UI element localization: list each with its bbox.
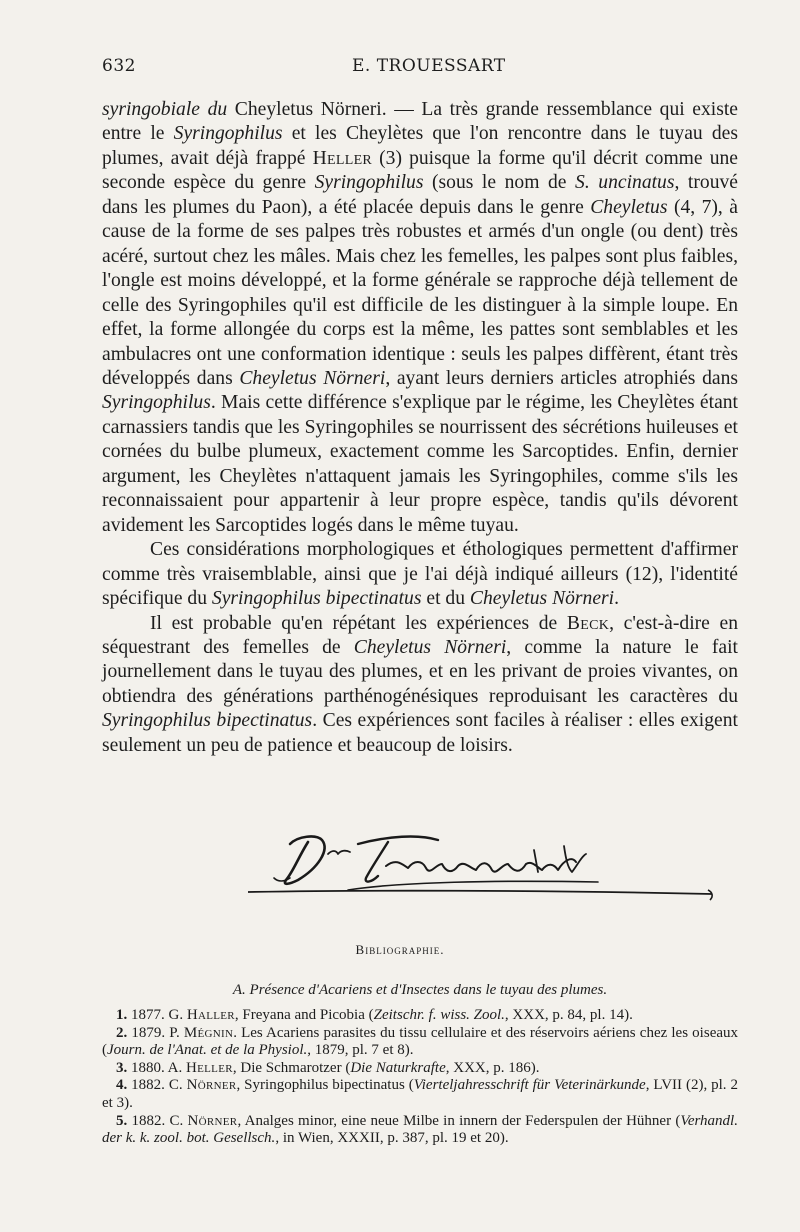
text-run: et du [421, 588, 470, 610]
text-run: , comme la nature le fait journellement dans le tuyau des plumes, et en les privant de proies vivantes, on obtiendra des générations parthénogénésiques reproduisant les caractères du [102, 636, 738, 707]
italic-run: Vierteljahresschrift für Veterinärkunde [413, 1077, 646, 1094]
text-run: 1882. C. [127, 1112, 188, 1129]
author-name: Heller [186, 1059, 233, 1076]
text-run: , Syringophilus bipectinatus ( [236, 1077, 414, 1094]
text-run: Cheyletus Nörneri. — La très grande ressemblance qui existe entre le [102, 99, 739, 145]
running-title: E. TROUESSART [352, 56, 506, 76]
text-run: 1879. P. [127, 1024, 184, 1041]
text-run: , c'est-à-dire en séquestrant des femelles de [102, 612, 738, 658]
text-run: 1882. C. [127, 1077, 187, 1094]
author-name: Haller [186, 1007, 235, 1023]
bibliography-entry-2 [102, 1025, 738, 1060]
text-run: , Analges minor, eine neue Milbe in innern der Federspulen der Hühner ( [237, 1112, 681, 1129]
italic-run: Syringophilus [102, 392, 211, 414]
text-run: Il est probable qu'en répétant les expériences de [150, 612, 567, 634]
paragraph-3 [102, 612, 738, 759]
author-name: Nörner [187, 1112, 238, 1129]
bibliography-entry-4 [102, 1077, 738, 1112]
text-run: , in Wien, XXXII, p. 387, pl. 19 et 20). [275, 1130, 509, 1147]
text-run: et les Cheylètes que l'on rencontre dans le tuyau des plumes, avait déjà frappé [102, 123, 738, 169]
entry-number: 3. [116, 1059, 128, 1076]
paragraph-2 [102, 538, 738, 611]
bibliography-list [102, 1007, 738, 1148]
italic-run: Cheyletus Nörneri [353, 636, 507, 658]
text-run: , Freyana and Picobia ( [234, 1007, 374, 1023]
text-run: , Die Schmarotzer ( [232, 1059, 351, 1076]
author-name: Nörner [186, 1077, 237, 1094]
text-run: , LVII (2), pl. 2 et 3). [102, 1077, 738, 1111]
text-run: . Mais cette différence s'explique par le régime, les Cheylètes étant carnassiers tandis que les Syringophiles se nourrissent des sécrétions huileuses et cornées du bulbe plumeux, exactement comme les Sarcoptides. Enfin, dernier argument, les Cheylètes n'attaquent jamais les Syringophiles, comme s'ils les reconnaissaient pour appartenir à leur propre espèce, tandis qu'ils dévorent avidement les Sarcoptides logés dans le même tuyau. [102, 392, 738, 536]
italic-run: Syringophilus [314, 172, 424, 194]
italic-run: Zeitschr. f. wiss. Zool. [373, 1007, 505, 1023]
italic-run: Verhandl. der k. k. zool. bot. Gesellsch. [102, 1112, 738, 1147]
entry-number: 2. [116, 1024, 128, 1041]
text-run: (4, 7), à cause de la forme de ses palpes très robustes et armés d'un ongle (ou dent) très acéré, surtout chez les mâles. Mais chez les femelles, les palpes sont plus faibles, l'ongle est moins développé, et la forme générale se rapproche déjà tellement de celle des Syringophiles qu'il est difficile de les distinguer à la simple loupe. En effet, la forme allongée du corps est la même, les pattes sont semblables et les ambulacres ont une conformation identique : seuls les palpes diffèrent, étant très développés dans [102, 196, 738, 389]
entry-number: 5. [116, 1112, 128, 1129]
bibliography-subheading: A. Présence d'Acariens et d'Insectes dans le tuyau des plumes. [232, 982, 608, 998]
text-run: , ayant leurs derniers articles atrophiés dans [385, 367, 738, 389]
text-run: (3) puisque la forme qu'il décrit comme une seconde espèce du genre [102, 147, 738, 194]
italic-run: Syringophilus [173, 123, 283, 145]
italic-run: Die Naturkrafte [350, 1059, 446, 1076]
paragraph-1 [102, 98, 738, 538]
entry-number: 1. [116, 1007, 128, 1023]
text-run: 1877. G. [127, 1007, 187, 1023]
text-run: . Les Acariens parasites du tissu cellulaire et des réservoirs aériens chez les oiseaux ( [102, 1024, 739, 1059]
text-run: . Ces expériences sont faciles à réaliser : elles exigent seulement un peu de patience et beaucoup de loisirs. [102, 710, 738, 756]
bibliography-entry-5 [102, 1113, 738, 1148]
author-name: Mégnin [183, 1024, 234, 1041]
italic-run: Cheyletus [590, 196, 668, 218]
author-name: Heller [312, 147, 373, 169]
text-run: Ces considérations morphologiques et éthologiques permettent d'affirmer comme très vraisemblable, ainsi que je l'ai déjà indiqué ailleurs (12), l'identité spécifique du [102, 539, 738, 610]
bibliography-entry-3 [102, 1060, 738, 1078]
author-name: Beck [566, 612, 610, 634]
bibliography-heading: Bibliographie. [355, 942, 445, 957]
entry-number: 4. [116, 1077, 128, 1094]
italic-run: Journ. de l'Anat. et de la Physiol. [107, 1042, 308, 1059]
text-run: , XXX, p. 186). [445, 1059, 540, 1076]
italic-run: syringobiale du [102, 99, 228, 120]
text-run: , XXX, p. 84, pl. 14). [504, 1007, 633, 1023]
text-run: , 1879, pl. 7 et 8). [307, 1042, 414, 1059]
italic-run: Syringophilus bipectinatus [211, 588, 422, 610]
italic-run: Cheyletus Nörneri [469, 588, 615, 610]
italic-run: Cheyletus Nörneri [239, 367, 386, 389]
handwritten-signature [238, 820, 718, 910]
page-number: 632 [102, 56, 136, 76]
body-text [102, 98, 738, 758]
italic-run: Syringophilus bipectinatus [102, 710, 313, 732]
bibliography-entry-1 [102, 1007, 738, 1025]
text-run: 1880. A. [127, 1059, 187, 1076]
text-run: (sous le nom de [423, 172, 576, 194]
running-header [102, 56, 738, 82]
italic-run: S. uncinatus [575, 172, 675, 194]
text-run: , trouvé dans les plumes du Paon), a été placée depuis dans le genre [102, 172, 738, 218]
text-run: . [614, 588, 620, 610]
